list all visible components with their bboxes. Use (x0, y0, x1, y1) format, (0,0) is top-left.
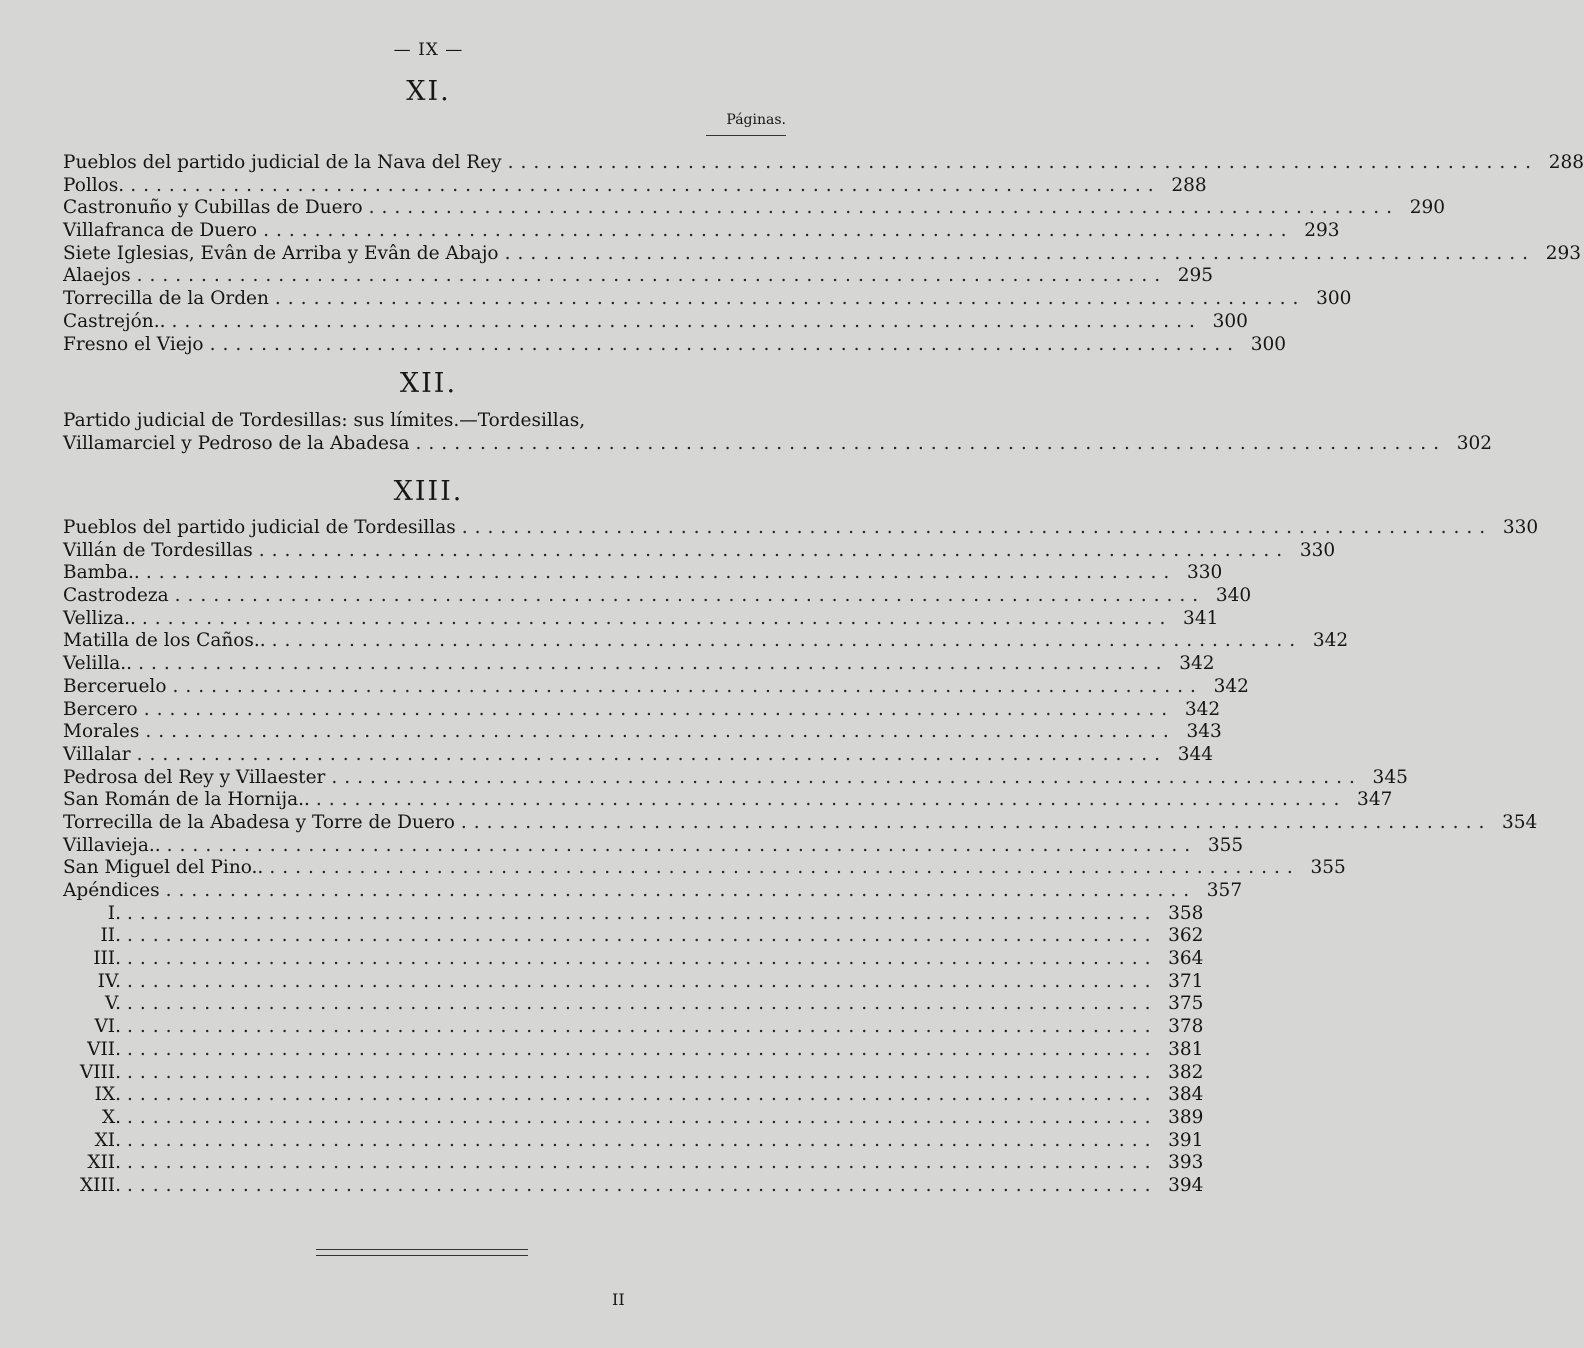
toc-entry (63, 834, 1244, 858)
toc-entry-label: Pedrosa del Rey y Villaester (63, 766, 326, 788)
appendix-entry (63, 1016, 1204, 1039)
page-number-top: — IX — (393, 40, 464, 60)
closing-rule-bottom (316, 1255, 528, 1256)
appendix-entry (63, 970, 1204, 994)
leader-dots: ................................................................................ (136, 743, 1168, 765)
toc-entry (63, 607, 1219, 631)
toc-entry-label: VI. (94, 1016, 121, 1038)
toc-entry (63, 220, 1340, 243)
leader-dots: ................................................................................ (258, 539, 1290, 561)
leader-dots: ................................................................................ (174, 585, 1206, 607)
toc-entry-label: XIII. (80, 1174, 121, 1196)
column-label-paginas: Páginas. (726, 112, 786, 128)
toc-entry-label: VII. (87, 1038, 121, 1060)
toc-entry-label: Bercero (63, 698, 138, 720)
toc-entry-label: VIII. (79, 1061, 121, 1083)
appendix-entry (63, 993, 1204, 1016)
toc-entry-page: 330 (1299, 539, 1336, 561)
toc-entry (63, 333, 1287, 357)
toc-entry (63, 517, 1539, 540)
toc-entry-label: II. (100, 925, 121, 947)
toc-entry (63, 265, 1214, 288)
toc-entry-label: Morales (63, 721, 140, 743)
leader-dots: ................................................................................ (331, 766, 1362, 788)
toc-entry (63, 675, 1249, 699)
leader-dots: ................................................................................ (138, 653, 1169, 675)
toc-entry-page: 381 (1168, 1038, 1204, 1060)
section-title-xii: XII. (399, 368, 458, 399)
leader-dots: ................................................................................ (136, 265, 1168, 287)
toc-entry (63, 562, 1223, 585)
toc-entry-label: Villán de Tordesillas (63, 539, 253, 561)
leader-dots: ................................................................................ (209, 333, 1241, 355)
toc-entry-page: 342 (1184, 698, 1221, 720)
appendix-entry (63, 1061, 1204, 1085)
toc-entry-page: 343 (1186, 721, 1222, 743)
toc-entry-page: 300 (1316, 288, 1352, 310)
toc-entry (63, 152, 1584, 175)
appendix-entry (63, 925, 1204, 948)
toc-entry-label: Pueblos del partido judicial de Tordesillas (63, 517, 456, 538)
toc-entry-page: 393 (1168, 1152, 1204, 1174)
leader-dots: ................................................................................ (127, 970, 1158, 992)
leader-dots: ................................................................................ (127, 1174, 1158, 1196)
toc-entry-label: IV. (97, 970, 121, 992)
toc-entry-page: 342 (1213, 675, 1249, 697)
toc-entry-page: 375 (1168, 993, 1204, 1015)
toc-entry-page: 295 (1177, 265, 1214, 287)
leader-dots: ................................................................................ (143, 698, 1175, 720)
toc-entry-page: 384 (1168, 1084, 1204, 1106)
leader-dots: ................................................................................ (145, 562, 1177, 584)
leader-dots: ................................................................................ (127, 1061, 1158, 1083)
toc-entry-label: Fresno el Viejo (63, 333, 204, 355)
leader-dots: ................................................................................ (127, 1084, 1158, 1106)
toc-entry-label: San Miguel del Pino.. (63, 857, 264, 879)
toc-entry-page: 344 (1177, 743, 1214, 765)
leader-dots: ................................................................................ (127, 1038, 1158, 1060)
appendix-entry (63, 1129, 1204, 1153)
leader-dots: ................................................................................ (127, 1106, 1158, 1128)
toc-entry-page: 362 (1168, 925, 1204, 947)
toc-entry (63, 197, 1446, 220)
toc-entry-page: 378 (1168, 1016, 1204, 1038)
toc-entry-page: 347 (1357, 789, 1393, 811)
toc-entry-page: 345 (1372, 766, 1408, 788)
toc-entry-page: 357 (1206, 880, 1243, 901)
toc-entry (63, 789, 1393, 812)
toc-entry (63, 698, 1221, 722)
toc-entry-label: IX. (94, 1084, 121, 1106)
toc-entry-label: Berceruelo (63, 675, 167, 697)
toc-entry-label: X. (101, 1106, 121, 1128)
toc-entry-page: 340 (1215, 585, 1252, 607)
toc-entry-page: 342 (1312, 630, 1349, 652)
toc-entry-page: 300 (1250, 333, 1287, 355)
toc-entry (63, 880, 1243, 903)
closing-rule-top (316, 1249, 528, 1250)
toc-entry-label: III. (93, 948, 121, 970)
leader-dots: ................................................................................ (127, 1016, 1158, 1038)
leader-dots: ................................................................................ (166, 834, 1198, 856)
toc-entry-label: San Román de la Hornija.. (63, 789, 310, 811)
appendix-entry (63, 1084, 1204, 1107)
toc-entry (63, 630, 1349, 653)
toc-entry-label: XI. (94, 1129, 121, 1151)
toc-entry-page: 364 (1168, 948, 1204, 970)
toc-entry-xii-line1: Partido judicial de Tordesillas: sus límites.—Tordesillas, (63, 410, 586, 431)
toc-entry-label: Villafranca de Duero (63, 220, 258, 242)
toc-entry-page: 300 (1212, 310, 1248, 332)
toc-entry-label: Siete Iglesias, Evân de Arriba y Evân de Abajo (63, 242, 499, 264)
toc-entry (63, 653, 1215, 676)
toc-entry-page: 330 (1502, 517, 1539, 538)
toc-entry-page: 382 (1168, 1061, 1204, 1083)
toc-entry-page: 355 (1207, 834, 1244, 856)
toc-entry-label: Velilla.. (63, 653, 133, 675)
section-title-xiii: XIII. (393, 476, 464, 507)
toc-entry-xii-line2: Villamarciel y Pedroso de la Abadesa (63, 432, 410, 454)
toc-entry-label: V. (104, 993, 121, 1015)
leader-dots: ................................................................................ (145, 721, 1176, 743)
appendix-entry (63, 1174, 1204, 1198)
appendix-entry (63, 1106, 1204, 1130)
toc-entry-page: 330 (1186, 562, 1223, 584)
toc-entry-label: Bamba.. (63, 562, 140, 584)
toc-entry-page: 341 (1183, 607, 1219, 629)
toc-entry-page: 342 (1179, 653, 1215, 675)
leader-dots: ................................................................................ (127, 948, 1158, 970)
toc-entry-page: 290 (1409, 197, 1446, 219)
leader-dots: ................................................................................ (127, 1129, 1158, 1151)
toc-entry-page: 391 (1168, 1129, 1204, 1151)
toc-entry-xii (63, 410, 1492, 455)
toc-list-xiii (63, 517, 1539, 1198)
toc-entry-label: Torrecilla de la Orden (63, 288, 269, 310)
leader-dots: ................................................................................ (263, 220, 1294, 242)
toc-entry-page: 288 (1548, 152, 1584, 173)
leader-dots: ................................................................................ (171, 310, 1202, 332)
toc-entry-page: 355 (1310, 857, 1346, 879)
toc-entry-label: Pueblos del partido judicial de la Nava del Rey (63, 152, 502, 173)
leader-dots: ................................................................................ (127, 925, 1158, 947)
toc-entry-label: Velliza.. (63, 607, 136, 629)
leader-dots: ................................................................................ (415, 432, 1446, 454)
appendix-entry (63, 948, 1204, 971)
toc-entry-label: I. (107, 902, 121, 924)
toc-entry (63, 721, 1222, 744)
leader-dots: ................................................................................ (460, 811, 1492, 833)
leader-dots: ................................................................................ (269, 857, 1300, 879)
toc-entry-label: Villavieja.. (63, 834, 161, 856)
leader-dots: ................................................................................ (130, 174, 1161, 196)
leader-dots: ................................................................................ (141, 607, 1173, 629)
toc-entry-page: 354 (1502, 811, 1538, 833)
appendix-entry (63, 1152, 1204, 1175)
toc-entry-label: Alaejos (63, 265, 131, 287)
leader-dots: ................................................................................ (274, 288, 1306, 310)
appendix-entry (63, 902, 1204, 926)
leader-dots: ................................................................................ (315, 789, 1347, 811)
toc-entry (63, 766, 1408, 790)
toc-entry (63, 288, 1352, 311)
section-title-xi: XI. (406, 76, 451, 107)
leader-dots: ................................................................................ (172, 675, 1203, 697)
toc-entry-label: Matilla de los Caños.. (63, 630, 266, 652)
toc-entry-page: 371 (1168, 970, 1204, 992)
toc-entry (63, 174, 1207, 198)
toc-entry-label: Castronuño y Cubillas de Duero (63, 197, 363, 219)
toc-entry (63, 539, 1336, 563)
toc-entry-page: 293 (1545, 242, 1582, 264)
toc-entry-label: Torrecilla de la Abadesa y Torre de Duero (63, 811, 455, 833)
toc-entry (63, 811, 1538, 835)
leader-dots: ................................................................................ (127, 1152, 1158, 1174)
toc-entry-label: XII. (87, 1152, 121, 1174)
leader-dots: ................................................................................ (368, 197, 1400, 219)
leader-dots: ................................................................................ (165, 880, 1197, 901)
signature-mark: II (612, 1290, 625, 1309)
toc-list-xi (63, 152, 1584, 356)
column-label-rule (706, 135, 786, 136)
toc-entry (63, 242, 1582, 266)
toc-entry-page: 293 (1304, 220, 1340, 242)
toc-entry-xii-page: 302 (1456, 432, 1492, 454)
leader-dots: ................................................................................ (127, 902, 1158, 924)
leader-dots: ................................................................................ (271, 630, 1303, 652)
leader-dots: ................................................................................ (504, 242, 1536, 264)
toc-entry-label: Villalar (63, 743, 131, 765)
toc-entry (63, 585, 1252, 608)
toc-entry-label: Apéndices (63, 880, 160, 901)
toc-entry (63, 310, 1248, 334)
toc-entry-page: 288 (1171, 174, 1207, 196)
toc-entry-label: Castrodeza (63, 585, 169, 607)
leader-dots: ................................................................................ (461, 517, 1493, 538)
toc-entry-page: 389 (1168, 1106, 1204, 1128)
toc-entry-page: 394 (1168, 1174, 1204, 1196)
toc-entry-label: Pollos. (63, 174, 125, 196)
toc-entry-page: 358 (1168, 902, 1204, 924)
leader-dots: ................................................................................ (127, 993, 1158, 1015)
toc-entry-label: Castrejón.. (63, 310, 166, 332)
toc-entry (63, 857, 1346, 880)
toc-entry (63, 743, 1214, 767)
appendix-entry (63, 1038, 1204, 1062)
leader-dots: ................................................................................ (507, 152, 1539, 173)
